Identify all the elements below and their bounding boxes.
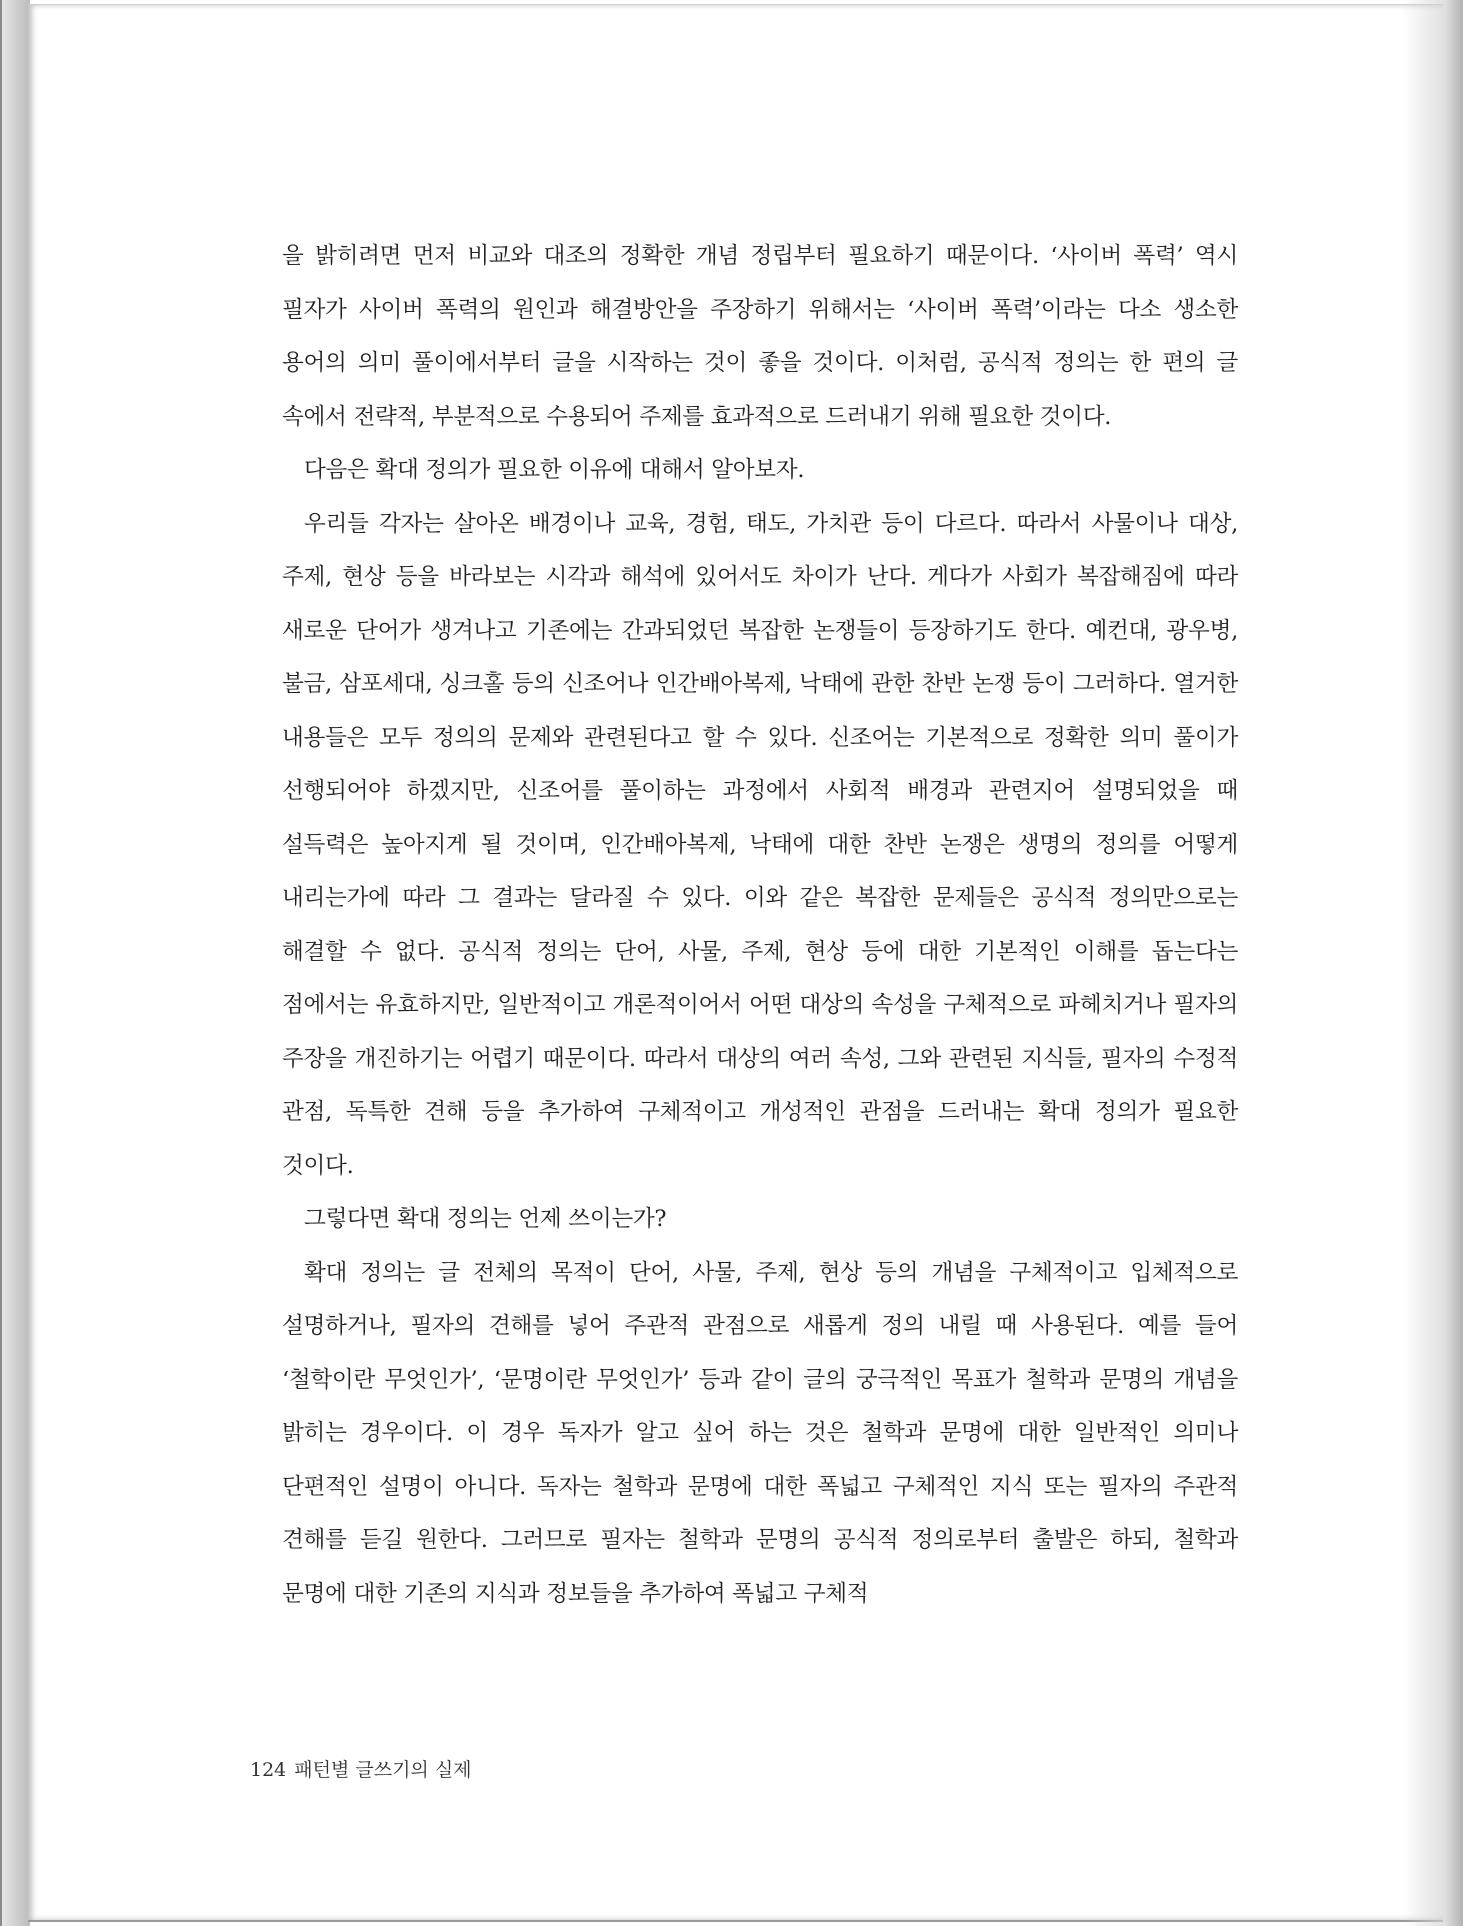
book-spine	[0, 0, 30, 1926]
book-title: 패턴별 글쓰기의 실제	[294, 1759, 472, 1781]
paragraph-4: 그렇다면 확대 정의는 언제 쓰이는가?	[304, 1206, 667, 1232]
paragraph-2: 다음은 확대 정의가 필요한 이유에 대해서 알아보자.	[304, 457, 805, 483]
body-text	[282, 230, 1238, 1621]
page-edge-shadow	[1403, 0, 1463, 1926]
page-footer	[250, 1755, 472, 1782]
paragraph-3: 우리들 각자는 살아온 배경이나 교육, 경험, 태도, 가치관 등이 다르다. 따라서 사물이나 대상, 주제, 현상 등을 바라보는 시각과 해석에 있어서도 차이가 난다. 게다가 사회가 복잡해짐에 따라 새로운 단어가 생겨나고 기존에는 간과되었던 복잡한 논쟁들이 등장하기도 한다. 예컨대, 광우병, 불금, 삼포세대, 싱크홀 등의 신조어나 인간배아복제, 낙태에 관한 찬반 논쟁 등이 그러하다. 열거한 내용들은 모두 정의의 문제와 관련된다고 할 수 있다. 신조어는 기본적으로 정확한 의미 풀이가 선행되어야 하겠지만, 신조어를 풀이하는 과정에서 사회적 배경과 관련지어 설명되었을 때 설득력은 높아지게 될 것이며, 인간배아복제, 낙태에 대한 찬반 논쟁은 생명의 정의를 어떻게 내리는가에 따라 그 결과는 달라질 수 있다. 이와 같은 복잡한 문제들은 공식적 정의만으로는 해결할 수 없다. 공식적 정의는 단어, 사물, 주제, 현상 등에 대한 기본적인 이해를 돕는다는 점에서는 유효하지만, 일반적이고 개론적이어서 어떤 대상의 속성을 구체적으로 파헤치거나 필자의 주장을 개진하기는 어렵기 때문이다. 따라서 대상의 여러 속성, 그와 관련된 지식들, 필자의 수정적 관점, 독특한 견해 등을 추가하여 구체적이고 개성적인 관점을 드러내는 확대 정의가 필요한 것이다.	[282, 510, 1238, 1179]
paragraph-5: 확대 정의는 글 전체의 목적이 단어, 사물, 주제, 현상 등의 개념을 구체적이고 입체적으로 설명하거나, 필자의 견해를 넣어 주관적 관점으로 새롭게 정의 내릴 때 사용된다. 예를 들어 ‘철학이란 무엇인가’, ‘문명이란 무엇인가’ 등과 같이 글의 궁극적인 목표가 철학과 문명의 개념을 밝히는 경우이다. 이 경우 독자가 알고 싶어 하는 것은 철학과 문명에 대한 일반적인 의미나 단편적인 설명이 아니다. 독자는 철학과 문명에 대한 폭넓고 구체적인 지식 또는 필자의 주관적 견해를 듣길 원한다. 그러므로 필자는 철학과 문명의 공식적 정의로부터 출발은 하되, 철학과 문명에 대한 기존의 지식과 정보들을 추가하여 폭넓고 구체적	[282, 1259, 1238, 1607]
paragraph-1: 을 밝히려면 먼저 비교와 대조의 정확한 개념 정립부터 필요하기 때문이다. ‘사이버 폭력’ 역시 필자가 사이버 폭력의 원인과 해결방안을 주장하기 위해서는 ‘사이버 폭력’이라는 다소 생소한 용어의 의미 풀이에서부터 글을 시작하는 것이 좋을 것이다. 이처럼, 공식적 정의는 한 편의 글 속에서 전략적, 부분적으로 수용되어 주제를 효과적으로 드러내기 위해 필요한 것이다.	[282, 243, 1238, 430]
page-number: 124	[250, 1759, 287, 1781]
